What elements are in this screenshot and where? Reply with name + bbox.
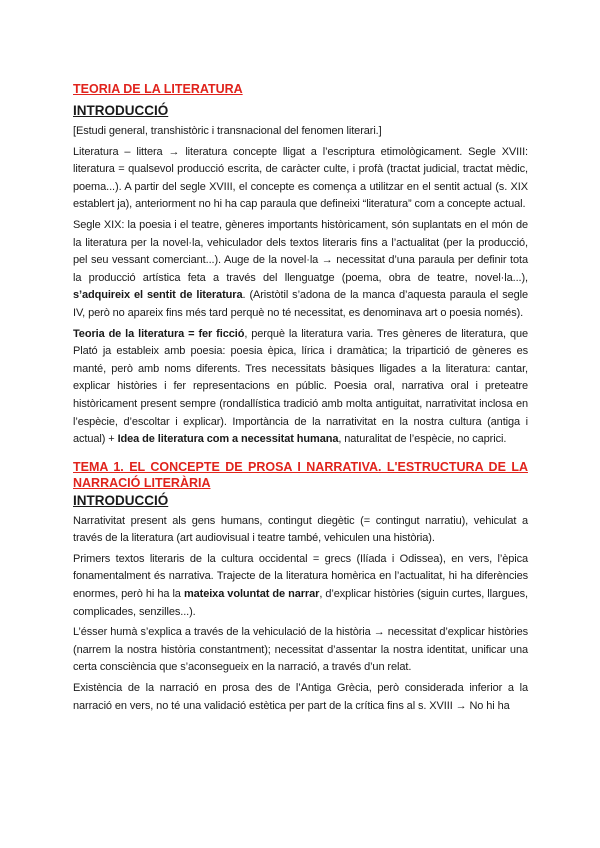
text-run: , d’explicar històries (siguin curtes, llargues, complicades, senzilles...). [73, 588, 528, 618]
paragraph: Narrativitat present als gens humans, contingut diegètic (= contingut narratiu), vehiculat a través de la literatura (art audiovisual i teatre també, vehiculen una història). [73, 514, 528, 545]
text-run: Primers textos literaris de la cultura occidental = grecs (Ilíada i Odissea), en vers, l’èpica fonamentalment és narrativa. Trajecte de la literatura homèrica en l’actualitat, hi ha diferències enormes, però hi ha la [73, 552, 528, 601]
bold-text: s’adquireix el sentit de literatura [73, 289, 243, 302]
paragraph: [Estudi general, transhistòric i transnacional del fenomen literari.] [73, 125, 382, 137]
bold-text: mateixa voluntat de narrar [183, 588, 320, 601]
section-title: TEORIA DE LA LITERATURA [73, 82, 243, 96]
text-run: , perquè la literatura varia. Tres gèneres de literatura, que Plató ja estableix amb poesia: poesia èpica, lírica i dramàtica; la tripartició de gèneres es manté, però amb noms diferents. Tres necessitats bàsiques lligades a la literatura: cantar, explicar històries i fer representacions en públic. Poesia oral, narrativa oral i preteatre històricament present sempre (rondallística tradició amb molta antiguitat, narrativitat inclosa en l’espècie, d’escoltar i explicar). Importància de la narrativitat en la nostra cultura (antiga i actual) + [73, 327, 528, 446]
paragraph [73, 326, 528, 449]
section-heading: INTRODUCCIÓ [73, 492, 169, 508]
paragraph: L’ésser humà s’explica a través de la vehiculació de la història → necessitat d’explicar històries (narrem la nostra història constantment); necessitat d’assentar la nostra identitat, unificar una certa consciència que s’aconsegueix en la narració, a través d’un relat. [73, 626, 528, 674]
paragraph [73, 217, 528, 323]
paragraph: Existència de la narració en prosa des de l’Antiga Grècia, però considerada inferior a la narració en vers, no té una validació estètica per part de la crítica fins al s. XVIII → No hi ha [73, 682, 528, 712]
section-heading: INTRODUCCIÓ [73, 103, 169, 118]
text-run: . (Aristòtil s’adona de la manca d’aquesta paraula el segle IV, però no apareix fins més tard perquè no té necessitat, es denominava art o poesia només). [73, 289, 528, 319]
bold-text: Teoria de la literatura = fer ficció [73, 327, 245, 340]
bold-text: Idea de literatura com a necessitat humana [117, 433, 339, 446]
paragraph: Literatura – littera → literatura concepte lligat a l’escriptura etimològicament. Segle XVIII: literatura = qualsevol producció escrita, de caràcter culte, i profà (tractat judicial, tractat mèdic, poema...). A partir del segle XVIII, el concepte es comença a utilitzar en el sentit actual (s. XIX establert ja), anteriorment no hi ha cap paraula que defineixi “literatura” com a concepte actual. [73, 145, 528, 211]
chapter-title: TEMA 1. EL CONCEPTE DE PROSA I NARRATIVA. L'ESTRUCTURA DE LA NARRACIÓ LITERÀRIA [73, 459, 528, 490]
paragraph [73, 551, 528, 621]
text-run: , naturalitat de l’espècie, no caprici. [338, 433, 507, 446]
text-run: Segle XIX: la poesia i el teatre, gèneres importants històricament, són suplantats en el món de la literatura per la novel·la, vehiculador dels textos literaris fins a l’actualitat (per la producció, pel seu vessant comerciant...). Auge de la novel·la → necessitat d’una paraula per definir tota la producció artística feta a través del llenguatge (poema, obra de teatre, novel·la...), [73, 218, 528, 284]
document-page [73, 80, 528, 718]
